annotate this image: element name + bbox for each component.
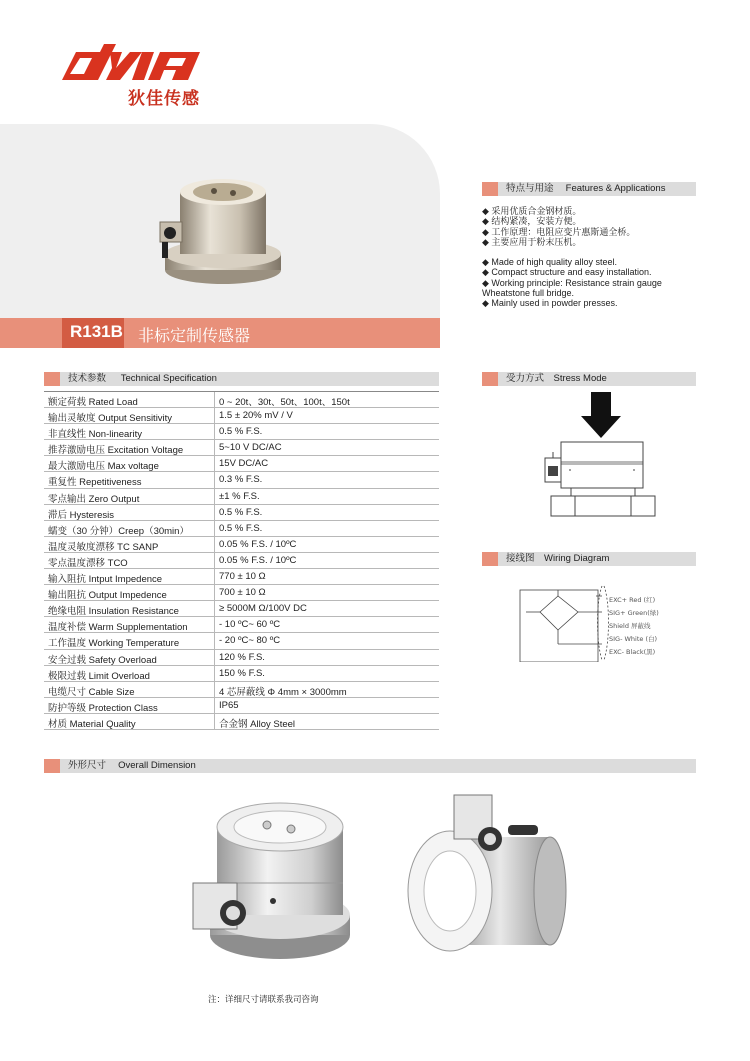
wiring-header-text: 接线图 Wiring Diagram: [506, 553, 610, 564]
spec-row: [44, 553, 439, 569]
section-marker: [482, 552, 498, 566]
spec-label: 输入阻抗 Intput Impedence: [48, 574, 163, 586]
spec-value: 120 % F.S.: [219, 651, 265, 663]
stress-mode-diagram: [535, 390, 675, 525]
feature-en-2: ◆ Compact structure and easy installation.: [482, 267, 652, 278]
model-number: R131B: [70, 322, 123, 341]
stress-header: [482, 372, 696, 386]
feature-en-3: ◆ Working principle: Resistance strain gauge: [482, 277, 662, 288]
spec-label: 防护等级 Protection Class: [48, 702, 158, 714]
wire-label-exc-plus: EXC+ Red (红): [609, 596, 656, 604]
spec-label: 极限过载 Limit Overload: [48, 670, 150, 682]
spec-label: 材质 Material Quality: [48, 718, 136, 730]
spec-row: [44, 666, 439, 682]
spec-value: IP65: [219, 699, 239, 711]
spec-value: 0.5 % F.S.: [219, 522, 263, 534]
spec-value: 1.5 ± 20% mV / V: [219, 410, 293, 422]
wire-label-sig-plus: SIG+ Green(绿): [609, 609, 659, 617]
spec-value: 770 ± 10 Ω: [219, 571, 266, 583]
spec-value: 0.05 % F.S. / 10ºC: [219, 538, 297, 550]
spec-value: 合金钢 Alloy Steel: [219, 718, 296, 730]
spec-row: [44, 505, 439, 521]
feature-cn-1: ◆ 采用优质合金钢材质。: [482, 206, 582, 216]
spec-label: 重复性 Repetitiveness: [48, 477, 142, 489]
spec-label: 绝缘电阻 Insulation Resistance: [48, 606, 179, 618]
spec-table: [44, 392, 439, 730]
spec-value: 5~10 V DC/AC: [219, 442, 282, 454]
dimension-header: [44, 759, 696, 773]
spec-row: [44, 489, 439, 505]
spec-label: 输出阻抗 Output Impedence: [48, 590, 167, 602]
spec-label: 工作温度 Working Temperature: [48, 638, 180, 650]
dimension-render-front: [185, 785, 365, 975]
spec-row: [44, 714, 439, 730]
features-header-text: 特点与用途 Features & Applications: [506, 183, 666, 194]
feature-en-3b: Wheatstone full bridge.: [482, 288, 575, 299]
spec-header-text: 技术参数 Technical Specification: [68, 373, 217, 384]
section-marker: [44, 372, 60, 386]
spec-row: [44, 698, 439, 714]
product-photo: [148, 170, 298, 302]
product-name: 非标定制传感器: [138, 326, 251, 345]
spec-label: 温度灵敏度漂移 TC SANP: [48, 541, 159, 553]
feature-en-4: ◆ Mainly used in powder presses.: [482, 298, 618, 309]
features-list: [482, 206, 702, 309]
spec-row: [44, 440, 439, 456]
spec-row: [44, 472, 439, 488]
spec-row: [44, 633, 439, 649]
dimension-render-back: [390, 785, 570, 975]
spec-row: [44, 601, 439, 617]
spec-value: 4 芯屏蔽线 Φ 4mm × 3000mm: [219, 686, 347, 698]
spec-header: [44, 372, 439, 386]
spec-label: 零点输出 Zero Output: [48, 493, 140, 505]
spec-label: 电缆尺寸 Cable Size: [48, 686, 135, 698]
spec-value: ±1 % F.S.: [219, 490, 260, 502]
spec-value: 0.05 % F.S. / 10ºC: [219, 554, 297, 566]
wire-label-sig-minus: SIG- White (白): [609, 635, 658, 643]
spec-label: 额定荷载 Rated Load: [48, 397, 138, 408]
stress-header-text: 受力方式 Stress Mode: [506, 373, 607, 384]
feature-cn-2: ◆ 结构紧凑，安装方便。: [482, 216, 582, 227]
wire-label-shield: Shield 屏蔽线: [609, 622, 651, 630]
spec-label: 输出灵敏度 Output Sensitivity: [48, 413, 173, 425]
spec-row: [44, 408, 439, 424]
spec-row: [44, 521, 439, 537]
spec-row: [44, 392, 439, 408]
wiring-diagram: [516, 582, 696, 662]
spec-row: [44, 569, 439, 585]
spec-row: [44, 424, 439, 440]
section-marker: [482, 182, 498, 196]
spec-row: [44, 650, 439, 666]
spec-row: [44, 682, 439, 698]
spec-value: 15V DC/AC: [219, 458, 269, 470]
spec-value: 700 ± 10 Ω: [219, 587, 266, 599]
feature-en-1: ◆ Made of high quality alloy steel.: [482, 257, 617, 268]
features-header: [482, 182, 696, 196]
spec-label: 零点温度漂移 TCO: [48, 557, 128, 569]
feature-cn-3: ◆ 工作原理：电阻应变片惠斯通全桥。: [482, 226, 636, 237]
spec-value: 0 ~ 20t、30t、50t、100t、150t: [219, 397, 350, 408]
spec-value: 150 % F.S.: [219, 667, 265, 679]
load-arrow-icon: [581, 392, 621, 438]
spec-label: 推荐激励电压 Excitation Voltage: [48, 445, 184, 457]
spec-value: 0.3 % F.S.: [219, 474, 263, 486]
spec-value: - 10 ºC~ 60 ºC: [219, 619, 281, 631]
spec-row: [44, 537, 439, 553]
brand-name: 狄佳传感: [128, 89, 200, 109]
spec-value: ≥ 5000M Ω/100V DC: [219, 603, 307, 615]
spec-row: [44, 585, 439, 601]
spec-label: 最大激励电压 Max voltage: [48, 461, 159, 473]
dimension-header-text: 外形尺寸 Overall Dimension: [68, 760, 196, 771]
feature-cn-4: ◆ 主要应用于粉末压机。: [482, 236, 582, 247]
spec-label: 温度补偿 Warm Supplementation: [48, 622, 188, 634]
section-marker: [44, 759, 60, 773]
wiring-header: [482, 552, 696, 566]
spec-label: 滞后 Hysteresis: [48, 509, 114, 521]
spec-row: [44, 617, 439, 633]
spec-value: 0.5 % F.S.: [219, 426, 263, 438]
wire-label-exc-minus: EXC- Black(黑): [609, 648, 656, 656]
dimension-note: 注：详细尺寸请联系我司咨询: [208, 994, 319, 1004]
section-marker: [482, 372, 498, 386]
spec-value: 0.5 % F.S.: [219, 506, 263, 518]
spec-label: 安全过载 Safety Overload: [48, 654, 157, 666]
spec-value: - 20 ºC~ 80 ºC: [219, 635, 281, 647]
spec-label: 非直线性 Non-linearity: [48, 429, 142, 441]
spec-label: 蠕变（30 分钟）Creep（30min）: [48, 525, 189, 537]
spec-row: [44, 456, 439, 472]
